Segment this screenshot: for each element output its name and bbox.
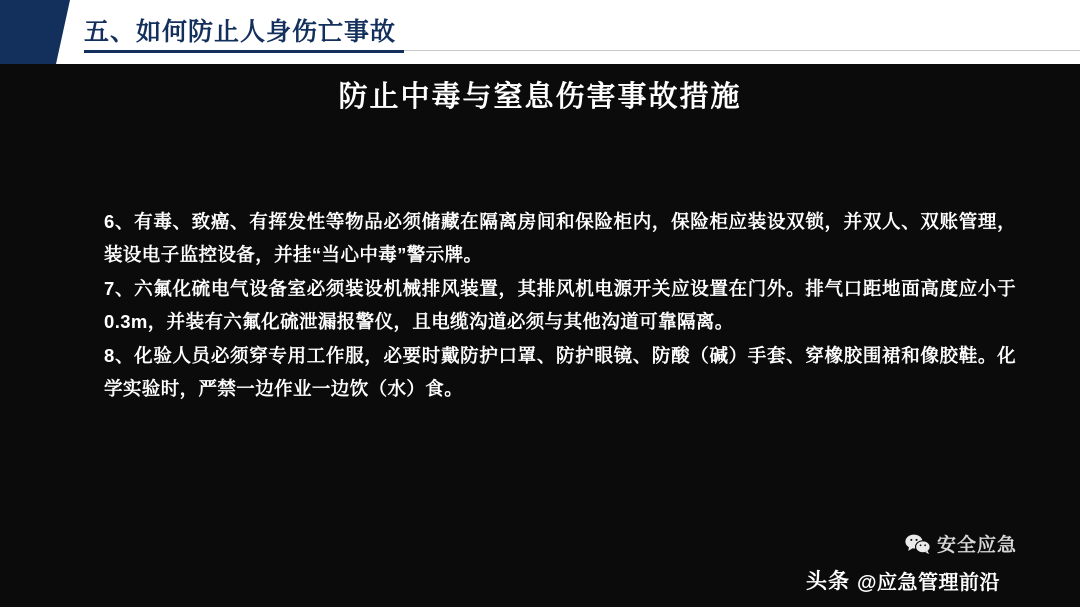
slide-header	[0, 0, 1080, 64]
wechat-icon	[905, 533, 931, 555]
wechat-watermark	[905, 530, 1017, 557]
paragraph-6: 6、有毒、致癌、有挥发性等物品必须储藏在隔离房间和保险柜内，保险柜应装设双锁，并双人、双账管理，装设电子监控设备，并挂“当心中毒”警示牌。	[104, 211, 1016, 265]
wechat-watermark-text: 安全应急	[937, 535, 1018, 556]
header-divider-accent	[84, 50, 404, 53]
paragraph-7: 7、六氟化硫电气设备室必须装设机械排风装置，其排风机电源开关应设置在门外。排气口距地面高度应小于0.3m，并装有六氟化硫泄漏报警仪，且电缆沟道必须与其他沟道可靠隔离。	[104, 278, 1016, 332]
toutiao-logo-text: 头条	[806, 570, 850, 593]
section-title: 五、如何防止人身伤亡事故	[84, 18, 397, 46]
page-title: 防止中毒与窒息伤害事故措施	[338, 81, 742, 113]
content-block	[104, 205, 1016, 406]
toutiao-account-name: @应急管理前沿	[857, 571, 1001, 594]
header-accent-shape	[0, 0, 56, 64]
toutiao-watermark	[806, 565, 1000, 595]
paragraph-8: 8、化验人员必须穿专用工作服，必要时戴防护口罩、防护眼镜、防酸（碱）手套、穿橡胶围裙和像胶鞋。化学实验时，严禁一边作业一边饮（水）食。	[104, 345, 1016, 399]
